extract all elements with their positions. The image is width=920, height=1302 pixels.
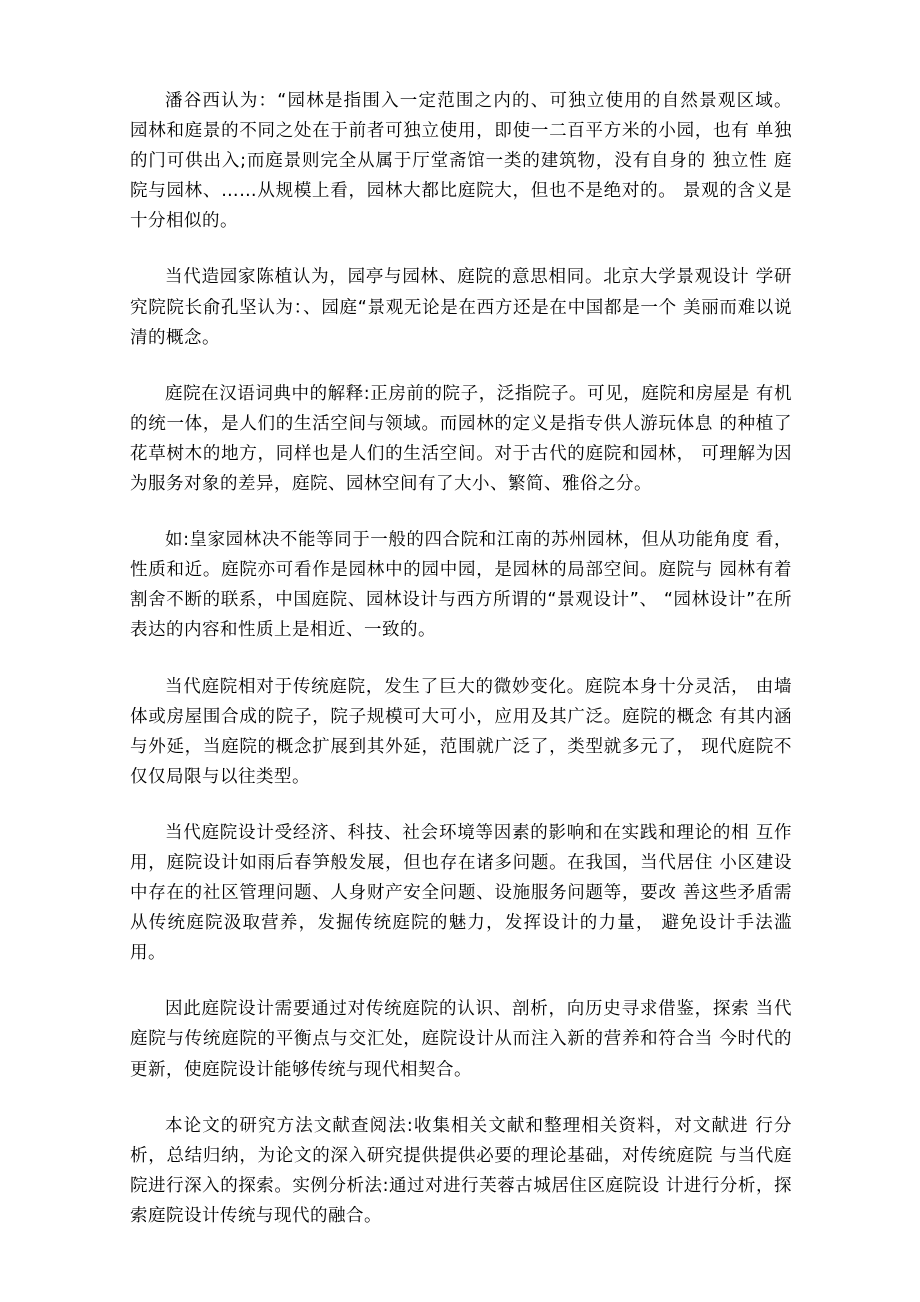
paragraph: 本论文的研究方法文献查阅法:收集相关文献和整理相关资料，对文献进 行分析，总结归纳，为论文的深入研究提供提供必要的理论基础，对传统庭院 与当代庭院进行深入的探索。实例分析法:通过对进行芙蓉古城居住区庭院设 计进行分析，探索庭院设计传统与现代的融合。 [130,1115,792,1226]
paragraph: 当代造园家陈植认为，园亭与园林、庭院的意思相同。北京大学景观设计 学研究院院长俞孔坚认为：、园庭“景观无论是在西方还是在中国都是一个 美丽而难以说清的概念。 [130,267,792,348]
paragraph: 因此庭院设计需要通过对传统庭院的认识、剖析，向历史寻求借鉴，探索 当代庭院与传统庭院的平衡点与交汇处，庭院设计从而注入新的营养和符合当 今时代的更新，使庭院设计能够传统与现代相契合。 [130,999,792,1080]
paragraph: 当代庭院设计受经济、科技、社会环境等因素的影响和在实践和理论的相 互作用，庭院设计如雨后春笋般发展，但也存在诸多问题。在我国，当代居住 小区建设中存在的社区管理问题、人身财产安全问题、设施服务问题等，要改 善这些矛盾需从传统庭院汲取营养，发掘传统庭院的魅力，发挥设计的力量， 避免设计手法滥用。 [130,822,792,964]
document-body [130,86,792,1231]
paragraph: 潘谷西认为：“园林是指围入一定范围之内的、可独立使用的自然景观区域。 园林和庭景的不同之处在于前者可独立使用，即使一二百平方米的小园，也有 单独的门可供出入;而庭景则完全从属于厅堂斋馆一类的建筑物，没有自身的 独立性 庭院与园林、……从规模上看，园林大都比庭院大，但也不是绝对的。 景观的含义是十分相似的。 [130,91,792,232]
paragraph: 当代庭院相对于传统庭院，发生了巨大的微妙变化。庭院本身十分灵活， 由墙体或房屋围合成的院子，院子规模可大可小，应用及其广泛。庭院的概念 有其内涵与外延，当庭院的概念扩展到其外延，范围就广泛了，类型就多元了， 现代庭院不仅仅局限与以往类型。 [130,676,792,787]
paragraph: 如:皇家园林决不能等同于一般的四合院和江南的苏州园林，但从功能角度 看，性质和近。庭院亦可看作是园林中的园中园，是园林的局部空间。庭院与 园林有着割舍不断的联系，中国庭院、园林设计与西方所谓的“景观设计”、 “园林设计”在所表达的内容和性质上是相近、一致的。 [130,530,792,641]
paragraph: 庭院在汉语词典中的解释:正房前的院子，泛指院子。可见，庭院和房屋是 有机的统一体，是人们的生活空间与领域。而园林的定义是指专供人游玩体息 的种植了花草树木的地方，同样也是人们的生活空间。对于古代的庭院和园林， 可理解为因为服务对象的差异，庭院、园林空间有了大小、繁简、雅俗之分。 [130,383,792,495]
